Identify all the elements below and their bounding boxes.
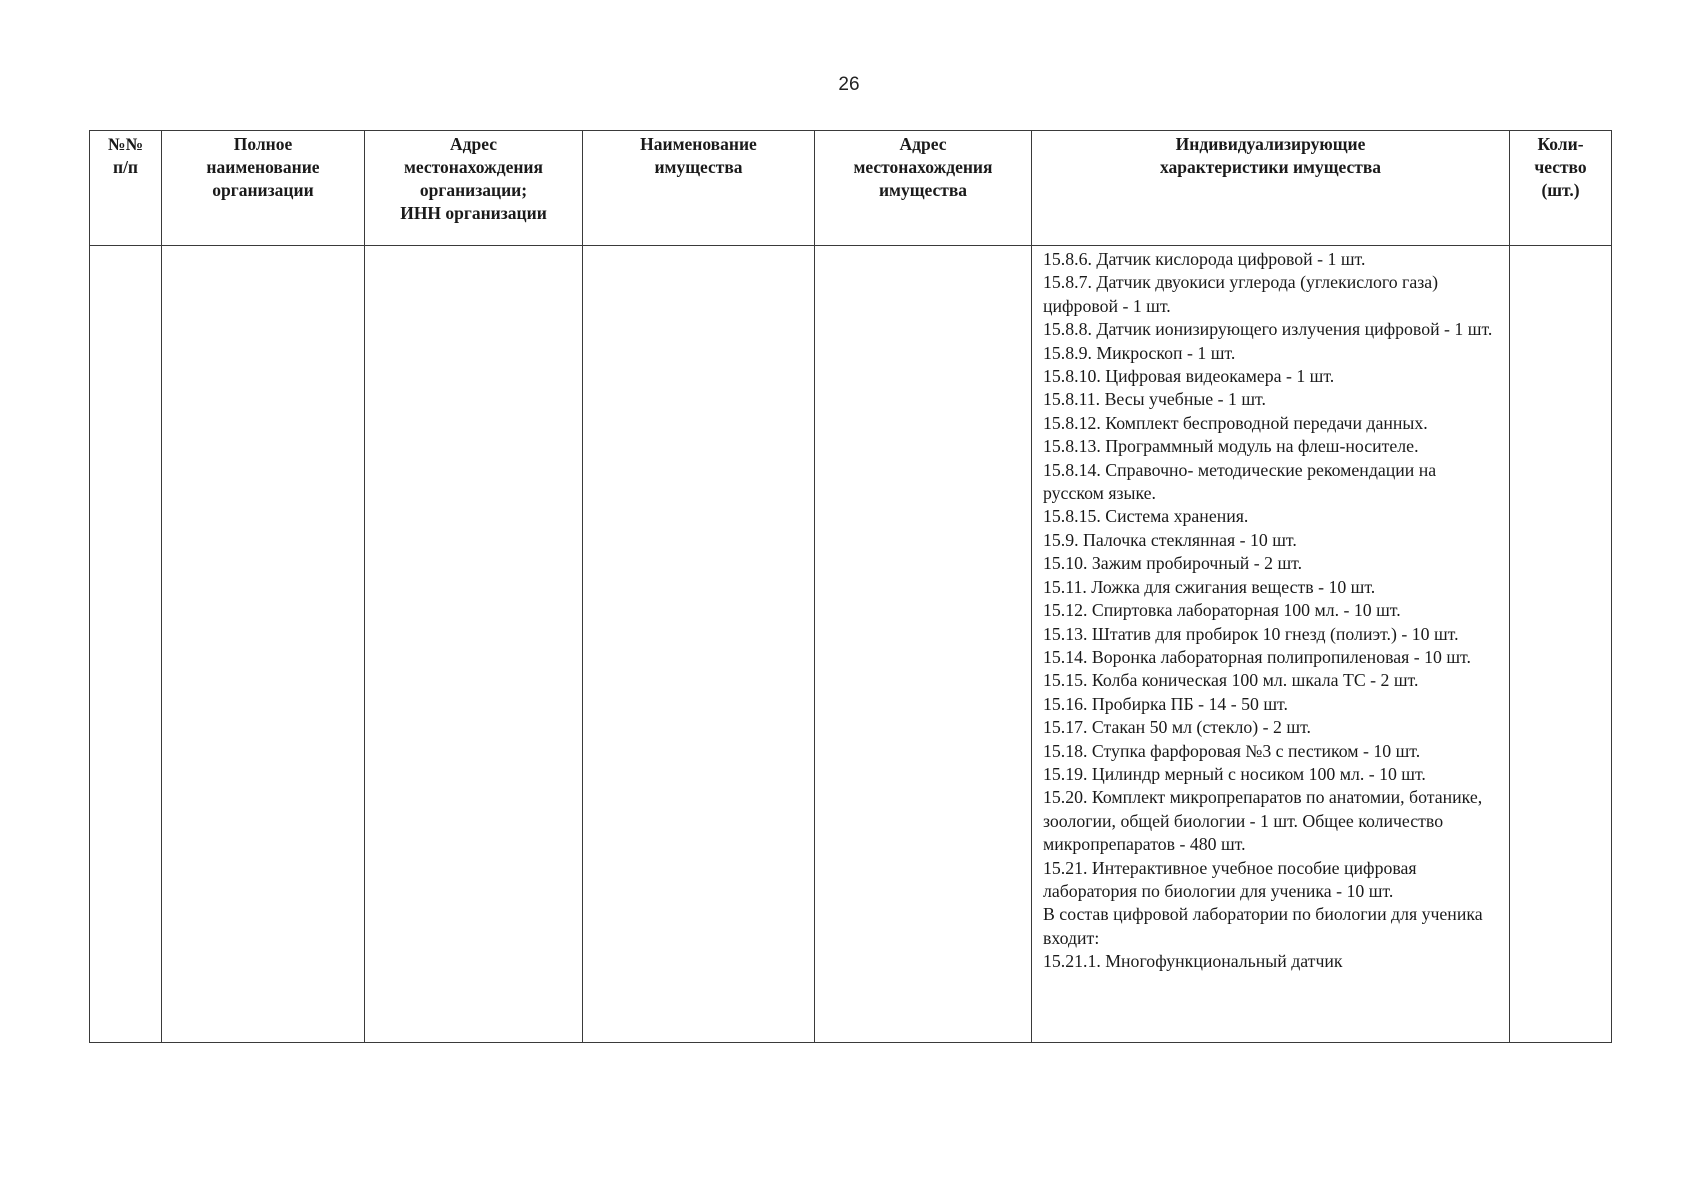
header-property-name: Наименование имущества [583,131,815,246]
list-item: 15.9. Палочка стеклянная - 10 шт. [1043,529,1297,550]
property-table [89,130,1612,1043]
list-item: 15.8.11. Весы учебные - 1 шт. [1043,389,1266,410]
list-item: 15.20. Комплект микропрепаратов по анатомии, ботанике, зоологии, общей биологии - 1 шт. Общее количество микропрепаратов - 480 шт. [1043,787,1483,855]
header-organization-address: Адрес местонахождения организации; ИНН организации [365,131,583,246]
cell-property-name [583,246,815,1043]
list-item: 15.21.1. Многофункциональный датчик [1043,951,1343,972]
list-item: 15.11. Ложка для сжигания веществ - 10 шт. [1043,576,1376,597]
list-item: 15.8.7. Датчик двуокиси углерода (углекислого газа) цифровой - 1 шт. [1043,272,1439,316]
cell-organization-address [365,246,583,1043]
table-header [90,131,1612,246]
header-row [90,131,1612,246]
header-organization-name: Полное наименование организации [162,131,365,246]
page-number: 26 [838,74,860,95]
header-property-address: Адрес местонахождения имущества [815,131,1032,246]
list-item: 15.15. Колба коническая 100 мл. шкала ТС - 2 шт. [1043,670,1419,691]
list-item: 15.8.13. Программный модуль на флеш-носителе. [1043,436,1419,457]
table-row [90,246,1612,1043]
header-number: №№ п/п [90,131,162,246]
list-item: 15.17. Стакан 50 мл (стекло) - 2 шт. [1043,717,1311,738]
list-item: 15.8.8. Датчик ионизирующего излучения цифровой - 1 шт. [1043,319,1493,340]
list-item: 15.8.14. Справочно- методические рекомендации на русском языке. [1043,459,1437,504]
list-item: В состав цифровой лаборатории по биологии для ученика входит: [1043,904,1483,948]
header-quantity: Коли- чество (шт.) [1510,131,1612,246]
cell-quantity [1510,246,1612,1043]
list-item: 15.18. Ступка фарфоровая №3 с пестиком - 10 шт. [1043,740,1421,761]
list-item: 15.14. Воронка лабораторная полипропиленовая - 10 шт. [1043,646,1471,667]
characteristics-list [1032,246,1509,974]
cell-number [90,246,162,1043]
list-item: 15.8.10. Цифровая видеокамера - 1 шт. [1043,366,1335,387]
cell-property-address [815,246,1032,1043]
list-item: 15.8.15. Система хранения. [1043,506,1249,527]
list-item: 15.13. Штатив для пробирок 10 гнезд (полиэт.) - 10 шт. [1043,623,1459,644]
list-item: 15.8.12. Комплект беспроводной передачи данных. [1043,412,1428,433]
list-item: 15.21. Интерактивное учебное пособие цифровая лаборатория по биологии для ученика - 10 шт. [1043,857,1417,901]
cell-characteristics [1032,246,1510,1043]
list-item: 15.10. Зажим пробирочный - 2 шт. [1043,553,1303,574]
table-body [90,246,1612,1043]
list-item: 15.8.6. Датчик кислорода цифровой - 1 шт. [1043,249,1366,269]
cell-organization-name [162,246,365,1043]
list-item: 15.12. Спиртовка лабораторная 100 мл. - 10 шт. [1043,600,1401,621]
list-item: 15.19. Цилиндр мерный с носиком 100 мл. - 10 шт. [1043,763,1426,784]
list-item: 15.8.9. Микроскоп - 1 шт. [1043,342,1236,363]
header-characteristics: Индивидуализирующие характеристики имущества [1032,131,1510,246]
list-item: 15.16. Пробирка ПБ - 14 - 50 шт. [1043,693,1288,714]
